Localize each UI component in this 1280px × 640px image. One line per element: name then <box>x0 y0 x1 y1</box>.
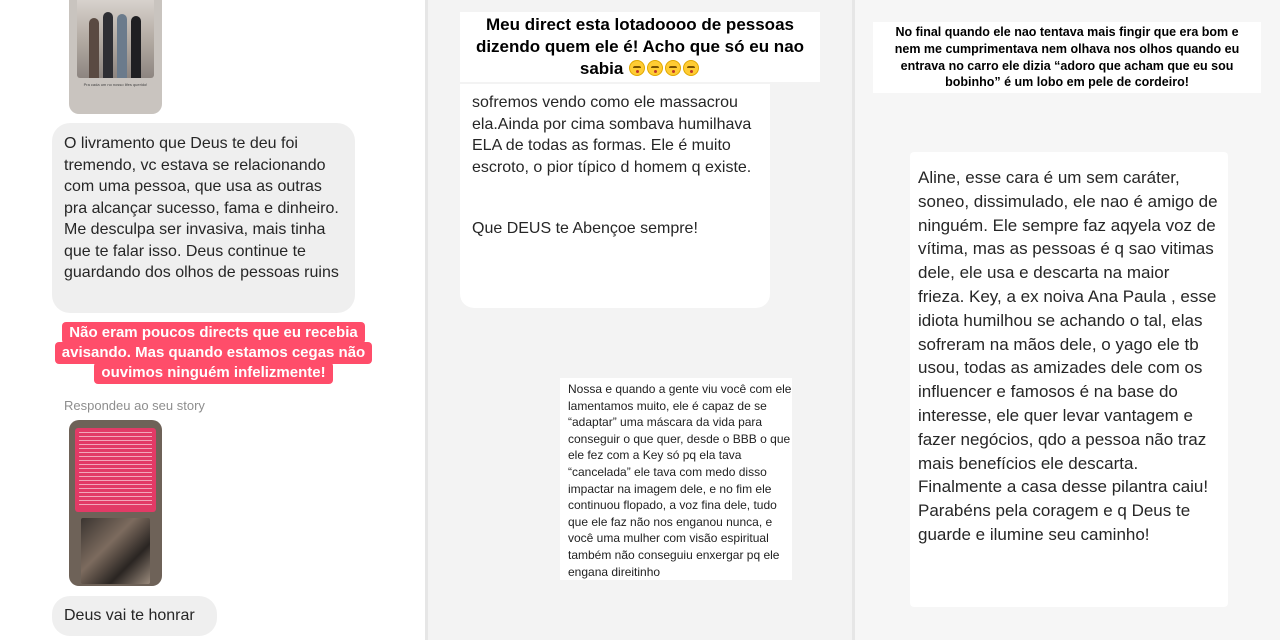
story-header-text: No final quando ele nao tentava mais fingir que era bom e nem me cumprimentava nem olhava nos olhos quando eu entrava no carro ele dizia “adoro que acham que eu sou bobinho” é um lobo em pele de cordeiro! <box>873 22 1261 93</box>
thumbnail-caption: Pra cada um no nosso lifes querido! <box>83 82 148 87</box>
message-text: sofremos vendo como ele massacrou ela.Ainda por cima sombava humilhava ELA de todas as formas. Ele é muito escroto, o pior típico d homem q existe. <box>472 94 752 176</box>
banner-line: ouvimos ninguém infelizmente! <box>94 362 332 384</box>
direct-message-card: Aline, esse cara é um sem caráter, soneo, dissimulado, ele nao é amigo de ninguém. Ele sempre faz aqyela voz de vítima, mas as pessoas é q sao vitimas dele, ele usa e descarta na maior frieza. Key, a ex noiva Ana Paula , esse idiota humilhou se achando o tal, elas sofreram na mãos dele, o yago ele tb usou, todas as amizades dele com os influencer e famosos é na base do interesse, ele quer levar vantagem e fazer negócios, qdo a pessoa não traz mais benefícios ele descarta. Finalmente a casa desse pilantra caiu! Parabéns pela coragem e q Deus te guarde e ilumine seu caminho! <box>910 152 1228 607</box>
story-panel-1 <box>0 0 425 640</box>
direct-message-card <box>460 84 770 308</box>
blessing-text: Que DEUS te Abençoe sempre! <box>472 220 698 237</box>
direct-message-screenshot-text: Nossa e quando a gente viu você com ele lamentamos muito, ele é capaz de se “adaptar” uma máscara da vida para conseguir o que quer, desde o BBB o que ele fez com a Key só pq ela tava “cancelada” ele tava com medo disso impactar na imagem dele, e no fim ele continuou flopado, a voz fina dele, tudo que ele faz não nos enganou nunca, e você uma mulher com visão espiritual também não conseguiu enxergar pq ele engana direitinho <box>560 378 792 580</box>
story-text-banner <box>46 323 381 383</box>
story-header-text <box>460 12 820 82</box>
banner-line: Não eram poucos directs que eu recebia <box>62 322 364 344</box>
kissing-face-icon <box>665 60 681 76</box>
replied-to-story-label: Respondeu ao seu story <box>64 398 205 413</box>
story-thumbnail-photo[interactable] <box>69 0 162 114</box>
group-photo <box>77 0 154 78</box>
kissing-face-icon <box>647 60 663 76</box>
story-panel-2 <box>428 0 852 640</box>
story-panel-3 <box>855 0 1280 640</box>
replied-story-thumbnail[interactable] <box>69 420 162 586</box>
kissing-face-icon <box>683 60 699 76</box>
story-photo-preview <box>81 518 150 584</box>
direct-message-bubble: O livramento que Deus te deu foi tremendo, vc estava se relacionando com uma pessoa, que usa as outras pra alcançar sucesso, fama e dinheiro. Me desculpa ser invasiva, mais tinha que te falar isso. Deus continue te guardando dos olhos de pessoas ruins <box>52 123 355 313</box>
direct-message-bubble: Deus vai te honrar <box>52 596 217 636</box>
header-text: Meu direct esta lotadoooo de pessoas dizendo quem ele é! Acho que só eu nao sabia <box>475 15 805 78</box>
story-text-preview <box>75 428 156 512</box>
banner-line: avisando. Mas quando estamos cegas não <box>55 342 372 364</box>
kissing-face-icon <box>629 60 645 76</box>
